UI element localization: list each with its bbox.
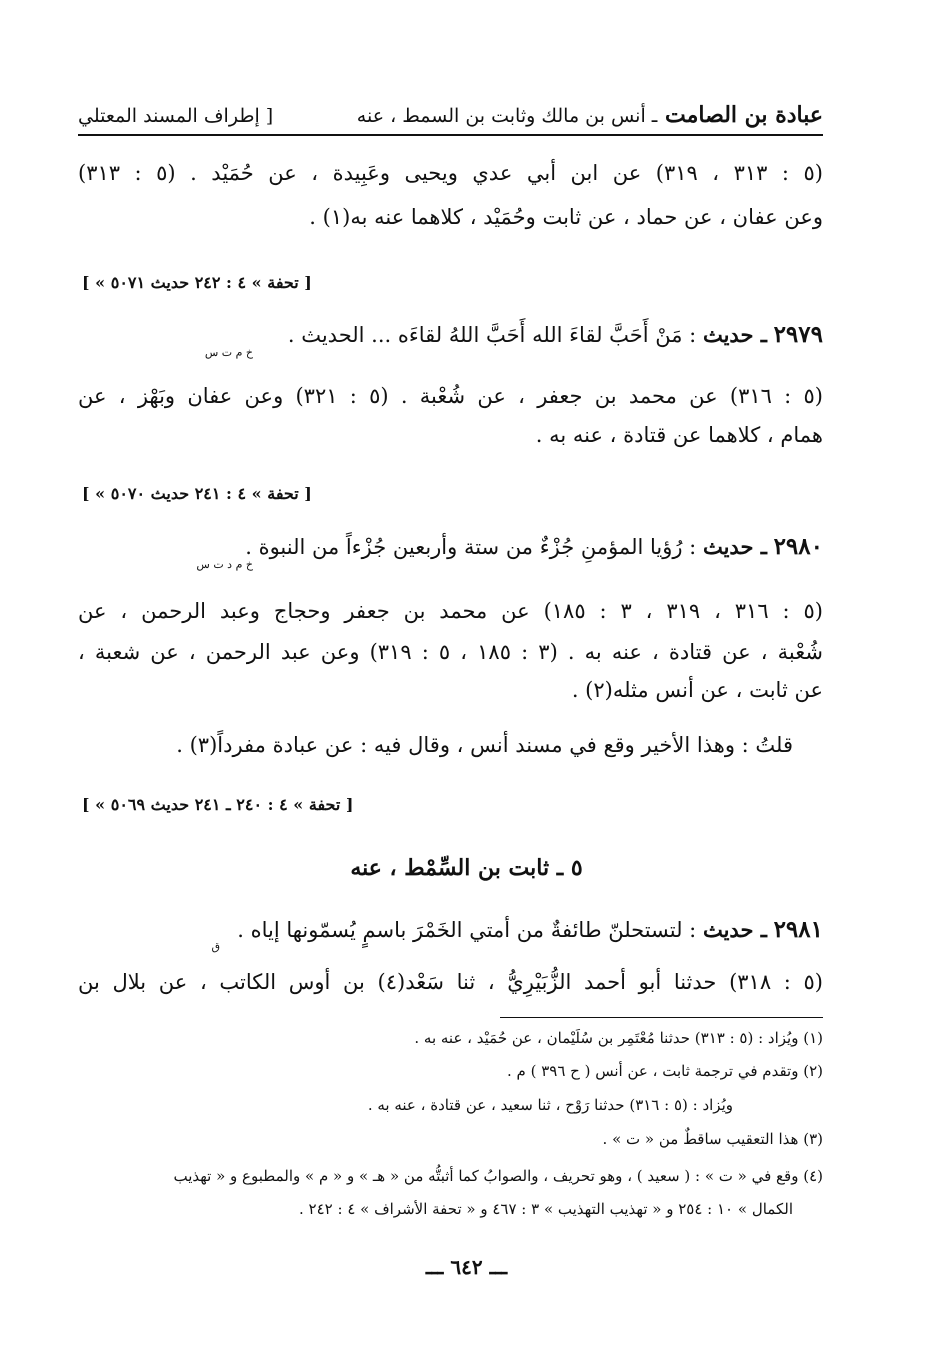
hadith-2981-text: : لتستحلنّ طائفةٌ من أمتي الخَمْرَ باسمٍ يُسمّونها إياه . xyxy=(237,918,697,942)
header-right xyxy=(357,102,823,128)
footnote-4-line-1: (٤) وقع في « ت » : ( سعيد ) ، وهو تحريف ، والصوابُ كما أثبتُّه من « هـ » و « م » والمطبوع و « تهذيب xyxy=(173,1167,823,1185)
top-ref: [ « تحفة » ٤ : ٢٤٢ حديث ٥٠٧١ ] xyxy=(82,273,312,292)
hadith-2979-heading xyxy=(288,320,823,350)
hadith-2980-note: قلتُ : وهذا الأخير وقع في مسند أنس ، وقال فيه : عن عبادة مفرداً(٣) . xyxy=(176,733,793,757)
hadith-2980-number: ٢٩٨٠ xyxy=(773,533,823,560)
hadith-2981-heading xyxy=(237,915,823,945)
hadith-2980-label: ـ حديث xyxy=(702,534,767,559)
hadith-2979-sigla: خ م ت س xyxy=(204,346,253,359)
footnote-separator xyxy=(500,1017,823,1018)
top-text-line-2: وعن عفان ، عن حماد ، عن ثابت وحُمَيْد ، كلاهما عنه به(١) . xyxy=(309,205,823,229)
hadith-2980-line-3: عن ثابت ، عن أنس مثله(٢) . xyxy=(571,678,823,702)
hadith-2979-line-2: همام ، كلاهما عن قتادة ، عنه به . xyxy=(535,423,823,447)
footnote-2: (٢) وتقدم في ترجمة ثابت ، عن أنس ( ح ٣٩٦ ) م . xyxy=(507,1062,823,1080)
hadith-2981-number: ٢٩٨١ xyxy=(773,916,823,943)
header-right-subtitle: ـ أنس بن مالك وثابت بن السمط ، عنه xyxy=(356,105,658,127)
hadith-2979-number: ٢٩٧٩ xyxy=(773,321,823,348)
hadith-2980-ref: [ « تحفة » ٤ : ٢٤٠ ـ ٢٤١ حديث ٥٠٦٩ ] xyxy=(82,795,354,814)
running-header xyxy=(78,96,823,136)
hadith-2980-line-2: شُعْبة ، عن قتادة ، عنه به . (٣ : ١٨٥ ، ٥ : ٣١٩) وعن عبد الرحمن ، عن شعبة ، xyxy=(78,640,823,664)
top-text-line-1: (٥ : ٣١٣ ، ٣١٩) عن ابن أبي عدي ويحيى وعَبِيدة ، عن حُمَيْد . (٥ : ٣١٣) xyxy=(78,161,823,185)
header-right-title: عبادة بن الصامت xyxy=(665,102,823,128)
hadith-2979-label: ـ حديث xyxy=(702,322,767,347)
hadith-2981-line-1: (٥ : ٣١٨) حدثنا أبو أحمد الزُّبَيْرِيُّ ، ثنا سَعْد(٤) بن أوس الكاتب ، عن بلال بن xyxy=(78,970,823,994)
footnote-1: (١) ويُزاد : (٥ : ٣١٣) حدثنا مُعْتَمِر بن سُلَيْمان ، عن حُمَيْد ، عنه به . xyxy=(414,1029,823,1047)
footnote-2-continuation: ويُزاد : (٥ : ٣١٦) حدثنا رَوْح ، ثنا سعيد ، عن قتادة ، عنه به . xyxy=(367,1096,733,1114)
page-number: ـــ ٦٤٢ ـــ xyxy=(425,1255,508,1279)
hadith-2981-label: ـ حديث xyxy=(702,917,767,942)
hadith-2979-line-1: (٥ : ٣١٦) عن محمد بن جعفر ، عن شُعْبة . (٥ : ٣٢١) وعن عفان وبَهْز ، عن xyxy=(78,384,823,408)
hadith-2979-text: : مَنْ أَحَبَّ لقاءَ الله أَحَبَّ اللهُ لقاءَه ... الحديث . xyxy=(287,323,697,347)
section-title: ٥ ـ ثابت بن السِّمْط ، عنه xyxy=(350,855,583,881)
footnote-4-line-2: الكمال » ١٠ : ٢٥٤ و « تهذيب التهذيب » ٣ : ٤٦٧ و « تحفة الأشراف » ٤ : ٢٤٢ . xyxy=(299,1200,793,1218)
hadith-2980-heading xyxy=(245,532,823,562)
hadith-2979-ref: [ « تحفة » ٤ : ٢٤١ حديث ٥٠٧٠ ] xyxy=(82,484,312,503)
hadith-2981-sigla: ق xyxy=(211,940,220,953)
hadith-2980-text: : رُؤيا المؤمنِ جُزْءٌ من ستة وأربعين جُزْءاً من النبوة . xyxy=(245,535,697,559)
footnote-3: (٣) هذا التعقيب ساقطٌ من « ت » . xyxy=(602,1130,823,1148)
hadith-2980-sigla: خ م د ت س xyxy=(196,558,253,571)
header-left-title: [ إطراف المسند المعتلي xyxy=(78,105,274,127)
hadith-2980-line-1: (٥ : ٣١٦ ، ٣١٩ ، ٣ : ١٨٥) عن محمد بن جعفر وحجاج وعبد الرحمن ، عن xyxy=(78,599,823,623)
